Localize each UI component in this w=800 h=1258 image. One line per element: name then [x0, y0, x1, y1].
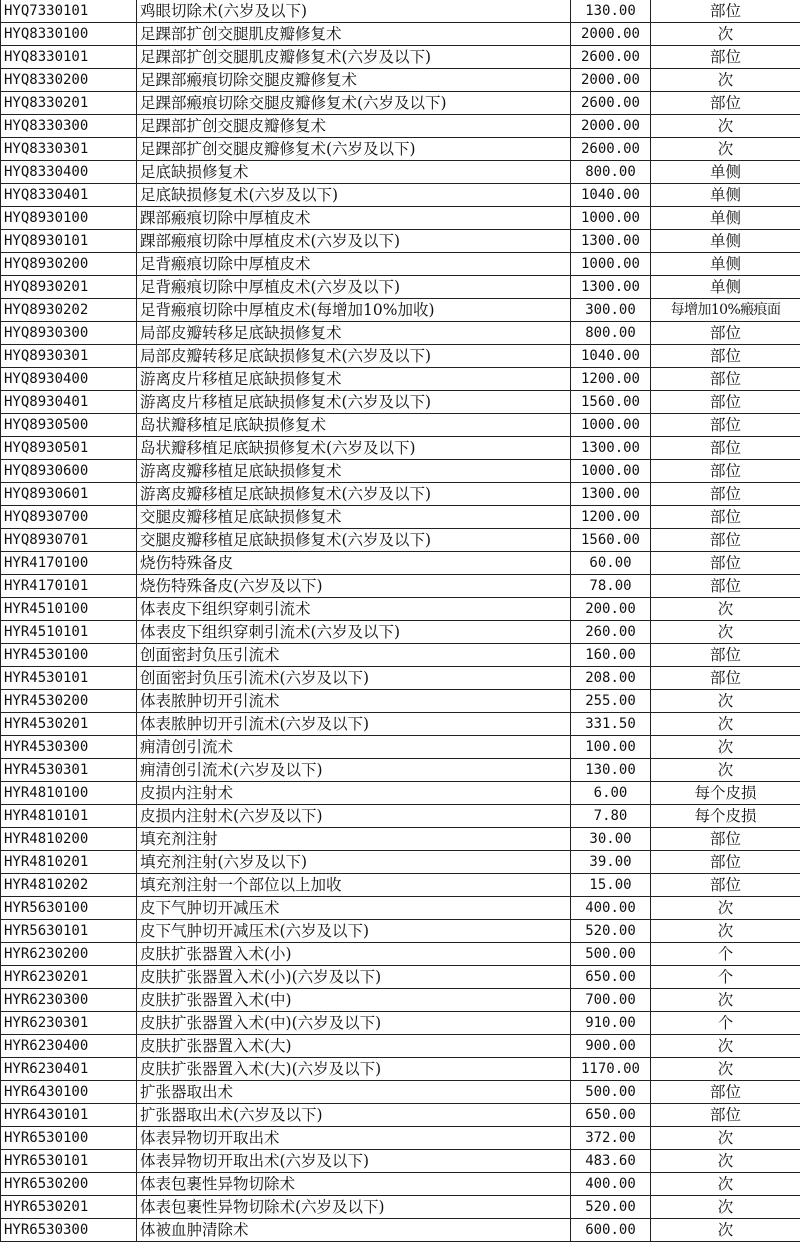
item-code: HYR6530300	[1, 1219, 137, 1242]
item-name: 足踝部扩创交腿肌皮瓣修复术	[137, 23, 571, 46]
item-unit: 次	[651, 1219, 800, 1242]
item-price: 160.00	[571, 644, 651, 667]
item-price: 7.80	[571, 805, 651, 828]
item-unit: 每增加10%瘢痕面	[651, 299, 800, 322]
item-unit: 次	[651, 1173, 800, 1196]
item-name: 足踝部瘢痕切除交腿皮瓣修复术	[137, 69, 571, 92]
item-code: HYQ8330200	[1, 69, 137, 92]
item-name: 扩张器取出术(六岁及以下)	[137, 1104, 571, 1127]
table-row	[1, 805, 800, 828]
item-unit: 部位	[651, 506, 800, 529]
item-code: HYQ8330201	[1, 92, 137, 115]
item-code: HYQ8930600	[1, 460, 137, 483]
item-code: HYR4810200	[1, 828, 137, 851]
item-unit: 次	[651, 1058, 800, 1081]
table-row	[1, 874, 800, 897]
item-name: 踝部瘢痕切除中厚植皮术	[137, 207, 571, 230]
item-code: HYR4810201	[1, 851, 137, 874]
item-unit: 次	[651, 713, 800, 736]
table-row	[1, 92, 800, 115]
item-code: HYR4510100	[1, 598, 137, 621]
table-row	[1, 621, 800, 644]
item-price: 1200.00	[571, 506, 651, 529]
item-unit: 次	[651, 989, 800, 1012]
item-name: 体被血肿清除术	[137, 1219, 571, 1242]
table-row	[1, 598, 800, 621]
item-unit: 次	[651, 1127, 800, 1150]
item-code: HYQ8930202	[1, 299, 137, 322]
item-code: HYQ8930101	[1, 230, 137, 253]
item-price: 2600.00	[571, 92, 651, 115]
item-code: HYQ8930701	[1, 529, 137, 552]
item-price: 1300.00	[571, 483, 651, 506]
item-name: 创面密封负压引流术(六岁及以下)	[137, 667, 571, 690]
item-price: 1000.00	[571, 460, 651, 483]
item-price: 483.60	[571, 1150, 651, 1173]
item-price: 650.00	[571, 966, 651, 989]
table-row	[1, 483, 800, 506]
item-price: 1560.00	[571, 391, 651, 414]
item-price: 500.00	[571, 943, 651, 966]
item-price: 1000.00	[571, 253, 651, 276]
table-row	[1, 1035, 800, 1058]
item-unit: 次	[651, 1196, 800, 1219]
item-unit: 每个皮损	[651, 805, 800, 828]
item-unit: 部位	[651, 667, 800, 690]
item-price: 2000.00	[571, 69, 651, 92]
item-name: 游离皮片移植足底缺损修复术	[137, 368, 571, 391]
item-code: HYR4810202	[1, 874, 137, 897]
item-price: 650.00	[571, 1104, 651, 1127]
table-row	[1, 115, 800, 138]
item-name: 痈清创引流术(六岁及以下)	[137, 759, 571, 782]
table-row	[1, 161, 800, 184]
item-unit: 个	[651, 943, 800, 966]
table-row	[1, 1081, 800, 1104]
item-name: 体表包裹性异物切除术	[137, 1173, 571, 1196]
item-code: HYR6230401	[1, 1058, 137, 1081]
table-row	[1, 23, 800, 46]
item-price: 255.00	[571, 690, 651, 713]
table-row	[1, 1196, 800, 1219]
table-row	[1, 943, 800, 966]
item-name: 体表异物切开取出术(六岁及以下)	[137, 1150, 571, 1173]
table-row	[1, 713, 800, 736]
table-row	[1, 759, 800, 782]
item-name: 皮下气肿切开减压术(六岁及以下)	[137, 920, 571, 943]
item-unit: 每个皮损	[651, 782, 800, 805]
item-name: 游离皮片移植足底缺损修复术(六岁及以下)	[137, 391, 571, 414]
item-code: HYR4530201	[1, 713, 137, 736]
item-unit: 部位	[651, 368, 800, 391]
table-row	[1, 437, 800, 460]
item-price: 400.00	[571, 897, 651, 920]
table-row	[1, 529, 800, 552]
item-price: 1560.00	[571, 529, 651, 552]
item-name: 鸡眼切除术(六岁及以下)	[137, 0, 571, 23]
table-row	[1, 207, 800, 230]
table-row	[1, 230, 800, 253]
table-row	[1, 897, 800, 920]
item-name: 皮肤扩张器置入术(小)	[137, 943, 571, 966]
item-name: 填充剂注射一个部位以上加收	[137, 874, 571, 897]
item-code: HYR6430100	[1, 1081, 137, 1104]
item-name: 岛状瓣移植足底缺损修复术	[137, 414, 571, 437]
item-code: HYQ8930301	[1, 345, 137, 368]
fee-schedule-body	[1, 0, 800, 1242]
item-code: HYQ8330301	[1, 138, 137, 161]
item-price: 1300.00	[571, 437, 651, 460]
item-name: 交腿皮瓣移植足底缺损修复术(六岁及以下)	[137, 529, 571, 552]
item-price: 100.00	[571, 736, 651, 759]
item-code: HYQ8930500	[1, 414, 137, 437]
item-code: HYR4810100	[1, 782, 137, 805]
table-row	[1, 184, 800, 207]
table-row	[1, 1150, 800, 1173]
item-code: HYQ8330300	[1, 115, 137, 138]
item-code: HYQ8930201	[1, 276, 137, 299]
item-name: 皮肤扩张器置入术(大)(六岁及以下)	[137, 1058, 571, 1081]
item-unit: 次	[651, 621, 800, 644]
item-unit: 单侧	[651, 253, 800, 276]
item-unit: 单侧	[651, 161, 800, 184]
item-code: HYR4530300	[1, 736, 137, 759]
item-unit: 部位	[651, 874, 800, 897]
item-price: 260.00	[571, 621, 651, 644]
item-code: HYR4510101	[1, 621, 137, 644]
table-row	[1, 322, 800, 345]
item-name: 足背瘢痕切除中厚植皮术(每增加10%加收)	[137, 299, 571, 322]
table-row	[1, 414, 800, 437]
item-name: 足踝部扩创交腿皮瓣修复术	[137, 115, 571, 138]
item-name: 烧伤特殊备皮(六岁及以下)	[137, 575, 571, 598]
item-name: 局部皮瓣转移足底缺损修复术	[137, 322, 571, 345]
item-price: 520.00	[571, 1196, 651, 1219]
table-row	[1, 1173, 800, 1196]
item-code: HYQ8930401	[1, 391, 137, 414]
item-name: 皮肤扩张器置入术(中)	[137, 989, 571, 1012]
item-code: HYQ8330101	[1, 46, 137, 69]
table-row	[1, 851, 800, 874]
item-name: 体表脓肿切开引流术(六岁及以下)	[137, 713, 571, 736]
item-code: HYR5630101	[1, 920, 137, 943]
item-code: HYR4170100	[1, 552, 137, 575]
item-price: 910.00	[571, 1012, 651, 1035]
table-row	[1, 368, 800, 391]
table-row	[1, 1219, 800, 1242]
item-code: HYQ8930200	[1, 253, 137, 276]
item-name: 皮损内注射术	[137, 782, 571, 805]
item-price: 60.00	[571, 552, 651, 575]
item-unit: 单侧	[651, 207, 800, 230]
item-code: HYR5630100	[1, 897, 137, 920]
item-code: HYR6530101	[1, 1150, 137, 1173]
item-price: 1040.00	[571, 184, 651, 207]
table-row	[1, 644, 800, 667]
table-row	[1, 552, 800, 575]
table-row	[1, 667, 800, 690]
item-name: 足底缺损修复术	[137, 161, 571, 184]
item-price: 2000.00	[571, 23, 651, 46]
item-name: 岛状瓣移植足底缺损修复术(六岁及以下)	[137, 437, 571, 460]
item-price: 400.00	[571, 1173, 651, 1196]
item-unit: 单侧	[651, 184, 800, 207]
item-unit: 部位	[651, 414, 800, 437]
item-price: 78.00	[571, 575, 651, 598]
item-name: 皮肤扩张器置入术(中)(六岁及以下)	[137, 1012, 571, 1035]
item-name: 皮肤扩张器置入术(小)(六岁及以下)	[137, 966, 571, 989]
item-unit: 次	[651, 736, 800, 759]
item-price: 200.00	[571, 598, 651, 621]
table-row	[1, 920, 800, 943]
item-code: HYR4530200	[1, 690, 137, 713]
item-unit: 次	[651, 23, 800, 46]
item-name: 痈清创引流术	[137, 736, 571, 759]
item-unit: 个	[651, 1012, 800, 1035]
item-name: 足背瘢痕切除中厚植皮术(六岁及以下)	[137, 276, 571, 299]
item-price: 2600.00	[571, 46, 651, 69]
item-code: HYQ8330401	[1, 184, 137, 207]
item-code: HYR6230400	[1, 1035, 137, 1058]
item-code: HYR4810101	[1, 805, 137, 828]
item-unit: 部位	[651, 851, 800, 874]
item-name: 烧伤特殊备皮	[137, 552, 571, 575]
item-price: 30.00	[571, 828, 651, 851]
item-code: HYQ8930400	[1, 368, 137, 391]
table-row	[1, 46, 800, 69]
item-unit: 部位	[651, 391, 800, 414]
item-unit: 次	[651, 897, 800, 920]
item-unit: 次	[651, 115, 800, 138]
table-row	[1, 69, 800, 92]
item-name: 扩张器取出术	[137, 1081, 571, 1104]
table-row	[1, 460, 800, 483]
item-name: 体表包裹性异物切除术(六岁及以下)	[137, 1196, 571, 1219]
item-price: 2600.00	[571, 138, 651, 161]
item-price: 1000.00	[571, 414, 651, 437]
table-row	[1, 0, 800, 23]
table-row	[1, 253, 800, 276]
item-unit: 部位	[651, 1104, 800, 1127]
item-unit: 部位	[651, 828, 800, 851]
item-unit: 部位	[651, 437, 800, 460]
item-price: 1200.00	[571, 368, 651, 391]
item-name: 局部皮瓣转移足底缺损修复术(六岁及以下)	[137, 345, 571, 368]
table-row	[1, 736, 800, 759]
item-code: HYR6230300	[1, 989, 137, 1012]
item-price: 331.50	[571, 713, 651, 736]
item-price: 1300.00	[571, 230, 651, 253]
item-name: 皮肤扩张器置入术(大)	[137, 1035, 571, 1058]
item-unit: 部位	[651, 644, 800, 667]
item-code: HYR6230200	[1, 943, 137, 966]
item-unit: 部位	[651, 92, 800, 115]
item-price: 1170.00	[571, 1058, 651, 1081]
item-unit: 次	[651, 690, 800, 713]
table-row	[1, 1058, 800, 1081]
item-unit: 次	[651, 920, 800, 943]
item-price: 1000.00	[571, 207, 651, 230]
item-code: HYQ8930501	[1, 437, 137, 460]
item-unit: 部位	[651, 575, 800, 598]
item-code: HYQ7330101	[1, 0, 137, 23]
item-code: HYR6430101	[1, 1104, 137, 1127]
item-unit: 部位	[651, 322, 800, 345]
item-name: 足底缺损修复术(六岁及以下)	[137, 184, 571, 207]
item-unit: 次	[651, 138, 800, 161]
item-price: 130.00	[571, 759, 651, 782]
item-name: 踝部瘢痕切除中厚植皮术(六岁及以下)	[137, 230, 571, 253]
item-code: HYQ8930601	[1, 483, 137, 506]
item-name: 皮下气肿切开减压术	[137, 897, 571, 920]
item-code: HYQ8330100	[1, 23, 137, 46]
item-code: HYR6530201	[1, 1196, 137, 1219]
item-name: 游离皮瓣移植足底缺损修复术(六岁及以下)	[137, 483, 571, 506]
item-name: 足踝部扩创交腿肌皮瓣修复术(六岁及以下)	[137, 46, 571, 69]
table-row	[1, 345, 800, 368]
table-row	[1, 690, 800, 713]
item-price: 372.00	[571, 1127, 651, 1150]
table-row	[1, 782, 800, 805]
item-price: 800.00	[571, 322, 651, 345]
item-price: 208.00	[571, 667, 651, 690]
item-code: HYR6230201	[1, 966, 137, 989]
item-name: 体表皮下组织穿刺引流术	[137, 598, 571, 621]
item-unit: 个	[651, 966, 800, 989]
item-code: HYQ8330400	[1, 161, 137, 184]
item-name: 填充剂注射(六岁及以下)	[137, 851, 571, 874]
item-unit: 部位	[651, 483, 800, 506]
item-price: 600.00	[571, 1219, 651, 1242]
item-price: 520.00	[571, 920, 651, 943]
item-name: 足踝部瘢痕切除交腿皮瓣修复术(六岁及以下)	[137, 92, 571, 115]
item-price: 300.00	[571, 299, 651, 322]
table-row	[1, 1012, 800, 1035]
table-row	[1, 828, 800, 851]
item-code: HYR6530100	[1, 1127, 137, 1150]
item-unit: 部位	[651, 0, 800, 23]
item-unit: 次	[651, 69, 800, 92]
item-price: 6.00	[571, 782, 651, 805]
item-name: 体表皮下组织穿刺引流术(六岁及以下)	[137, 621, 571, 644]
table-row	[1, 575, 800, 598]
table-row	[1, 989, 800, 1012]
item-name: 皮损内注射术(六岁及以下)	[137, 805, 571, 828]
table-row	[1, 276, 800, 299]
item-unit: 次	[651, 1150, 800, 1173]
table-row	[1, 506, 800, 529]
table-row	[1, 299, 800, 322]
item-price: 130.00	[571, 0, 651, 23]
item-price: 800.00	[571, 161, 651, 184]
item-unit: 部位	[651, 345, 800, 368]
item-price: 1300.00	[571, 276, 651, 299]
item-unit: 次	[651, 1035, 800, 1058]
item-unit: 单侧	[651, 276, 800, 299]
table-row	[1, 1104, 800, 1127]
table-row	[1, 138, 800, 161]
item-name: 足踝部扩创交腿皮瓣修复术(六岁及以下)	[137, 138, 571, 161]
item-code: HYR6230301	[1, 1012, 137, 1035]
item-price: 39.00	[571, 851, 651, 874]
item-code: HYQ8930100	[1, 207, 137, 230]
item-price: 700.00	[571, 989, 651, 1012]
table-row	[1, 1127, 800, 1150]
item-code: HYR4530101	[1, 667, 137, 690]
item-name: 体表脓肿切开引流术	[137, 690, 571, 713]
item-name: 足背瘢痕切除中厚植皮术	[137, 253, 571, 276]
item-price: 2000.00	[571, 115, 651, 138]
table-row	[1, 391, 800, 414]
item-unit: 部位	[651, 46, 800, 69]
item-code: HYQ8930700	[1, 506, 137, 529]
item-unit: 次	[651, 759, 800, 782]
item-code: HYR4530301	[1, 759, 137, 782]
item-code: HYR4530100	[1, 644, 137, 667]
table-row	[1, 966, 800, 989]
item-unit: 单侧	[651, 230, 800, 253]
item-name: 创面密封负压引流术	[137, 644, 571, 667]
item-price: 900.00	[571, 1035, 651, 1058]
item-name: 游离皮瓣移植足底缺损修复术	[137, 460, 571, 483]
item-name: 体表异物切开取出术	[137, 1127, 571, 1150]
item-unit: 部位	[651, 1081, 800, 1104]
item-unit: 部位	[651, 460, 800, 483]
item-price: 1040.00	[571, 345, 651, 368]
item-name: 填充剂注射	[137, 828, 571, 851]
item-unit: 部位	[651, 552, 800, 575]
item-code: HYR6530200	[1, 1173, 137, 1196]
item-unit: 次	[651, 598, 800, 621]
item-code: HYQ8930300	[1, 322, 137, 345]
item-name: 交腿皮瓣移植足底缺损修复术	[137, 506, 571, 529]
item-code: HYR4170101	[1, 575, 137, 598]
item-price: 15.00	[571, 874, 651, 897]
item-unit: 部位	[651, 529, 800, 552]
item-price: 500.00	[571, 1081, 651, 1104]
